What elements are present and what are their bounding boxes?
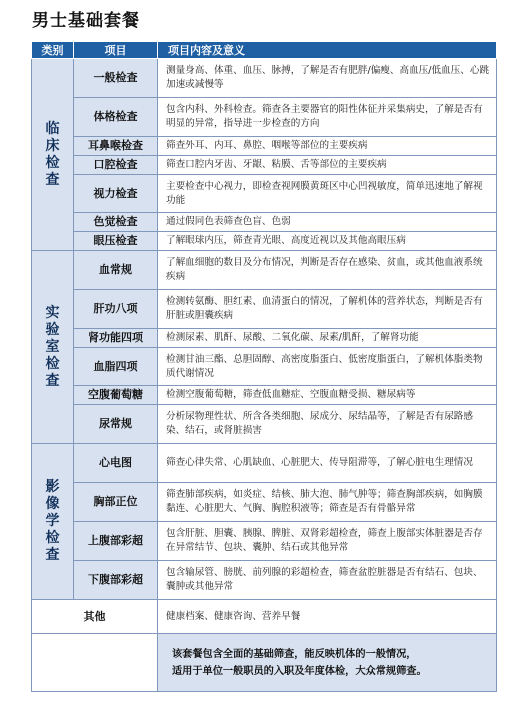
- table-row: [32, 329, 497, 348]
- category-clinical: 临 床 检 查: [32, 59, 74, 251]
- header-category: 类别: [32, 42, 74, 59]
- item-name-other: 其他: [32, 600, 158, 634]
- item-name: 上腹部彩超: [74, 522, 158, 561]
- table-row: [32, 213, 497, 232]
- table-row: [32, 405, 497, 444]
- summary-line: 该套餐包含全面的基础筛查，能反映机体的一般情况，: [172, 648, 417, 660]
- item-name: 血脂四项: [74, 348, 158, 386]
- item-content: 包含内科、外科检查。筛查各主要器官的阳性体征并采集病史，了解是否有明显的异常，指导进一步检查的方向: [158, 98, 497, 137]
- item-content: 了解血细胞的数目及分布情况，判断是否存在感染、贫血，或其他血液系统疾病: [158, 251, 497, 290]
- table-row: [32, 290, 497, 329]
- summary-cell: [158, 634, 497, 692]
- item-content: 检测空腹葡萄糖，筛查低血糖症、空腹血糖受损、糖尿病等: [158, 386, 497, 405]
- item-name: 空腹葡萄糖: [74, 386, 158, 405]
- table-row: [32, 483, 497, 522]
- item-name: 视力检查: [74, 175, 158, 213]
- item-name: 尿常规: [74, 405, 158, 444]
- table-row: [32, 561, 497, 600]
- item-name: 肾功能四项: [74, 329, 158, 348]
- item-name: 血常规: [74, 251, 158, 290]
- page-title: 男士基础套餐: [32, 11, 140, 31]
- table-row: [32, 348, 497, 386]
- item-content: 测量身高、体重、血压、脉搏，了解是否有肥胖/偏瘦、高血压/低血压、心跳加速或减慢等: [158, 59, 497, 98]
- item-name: 胸部正位: [74, 483, 158, 522]
- table-row: [32, 600, 497, 634]
- table-row: [32, 251, 497, 290]
- item-name: 眼压检查: [74, 232, 158, 251]
- item-content: 筛查外耳、内耳、鼻腔、咽喉等部位的主要疾病: [158, 137, 497, 156]
- item-name: 口腔检查: [74, 156, 158, 175]
- table-row: [32, 386, 497, 405]
- item-content: 筛查心律失常、心肌缺血、心脏肥大、传导阻滞等，了解心脏电生理情况: [158, 444, 497, 483]
- summary-blank-cell: [32, 634, 158, 692]
- table-row: [32, 522, 497, 561]
- item-content: 筛查肺部疾病，如炎症、结核、肺大泡、肺气肿等；筛查胸部疾病，如胸膜黏连、心脏肥大、气胸、胸腔积液等；筛查是否有骨骼异常: [158, 483, 497, 522]
- table-row: [32, 444, 497, 483]
- summary-line: 适用于单位一般职员的入职及年度体检，大众常规筛查。: [172, 665, 427, 677]
- item-name: 肝功八项: [74, 290, 158, 329]
- item-name: 色觉检查: [74, 213, 158, 232]
- item-name: 耳鼻喉检查: [74, 137, 158, 156]
- table-row: [32, 175, 497, 213]
- package-table: [31, 41, 497, 692]
- item-name: 体格检查: [74, 98, 158, 137]
- item-content-other: 健康档案、健康咨询、营养早餐: [158, 600, 497, 634]
- item-content: 分析尿物理性状、所含各类细胞、尿成分、尿结晶等，了解是否有尿路感染、结石，或肾脏损害: [158, 405, 497, 444]
- item-name: 心电图: [74, 444, 158, 483]
- table-row: [32, 98, 497, 137]
- header-content: 项目内容及意义: [158, 42, 497, 59]
- item-content: 主要检查中心视力，即检查视网膜黄斑区中心凹视敏度，简单迅速地了解视功能: [158, 175, 497, 213]
- item-content: 包含输尿管、膀胱、前列腺的彩超检查，筛查盆腔脏器是否有结石、包块、囊肿或其他异常: [158, 561, 497, 600]
- category-imaging: 影 像 学 检 查: [32, 444, 74, 600]
- table-row: [32, 137, 497, 156]
- item-content: 通过假同色表筛查色盲、色弱: [158, 213, 497, 232]
- summary-row: [32, 634, 497, 692]
- item-content: 检测尿素、肌酐、尿酸、二氧化碳、尿素/肌酐，了解肾功能: [158, 329, 497, 348]
- item-content: 检测甘油三酯、总胆固醇、高密度脂蛋白、低密度脂蛋白，了解机体脂类物质代谢情况: [158, 348, 497, 386]
- table-row: [32, 59, 497, 98]
- item-content: 了解眼球内压，筛查青光眼、高度近视以及其他高眼压病: [158, 232, 497, 251]
- category-lab: 实 验 室 检 查: [32, 251, 74, 444]
- table-row: [32, 232, 497, 251]
- table-header-row: [32, 42, 497, 59]
- item-content: 筛查口腔内牙齿、牙龈、粘膜、舌等部位的主要疾病: [158, 156, 497, 175]
- item-name: 一般检查: [74, 59, 158, 98]
- table-row: [32, 156, 497, 175]
- item-content: 检测转氨酶、胆红素、血清蛋白的情况，了解机体的营养状态，判断是否有肝脏或胆囊疾病: [158, 290, 497, 329]
- header-item: 项目: [74, 42, 158, 59]
- item-content: 包含肝脏、胆囊、胰腺、脾脏、双肾彩超检查，筛查上腹部实体脏器是否存在异常结节、包块、囊肿、结石或其他异常: [158, 522, 497, 561]
- item-name: 下腹部彩超: [74, 561, 158, 600]
